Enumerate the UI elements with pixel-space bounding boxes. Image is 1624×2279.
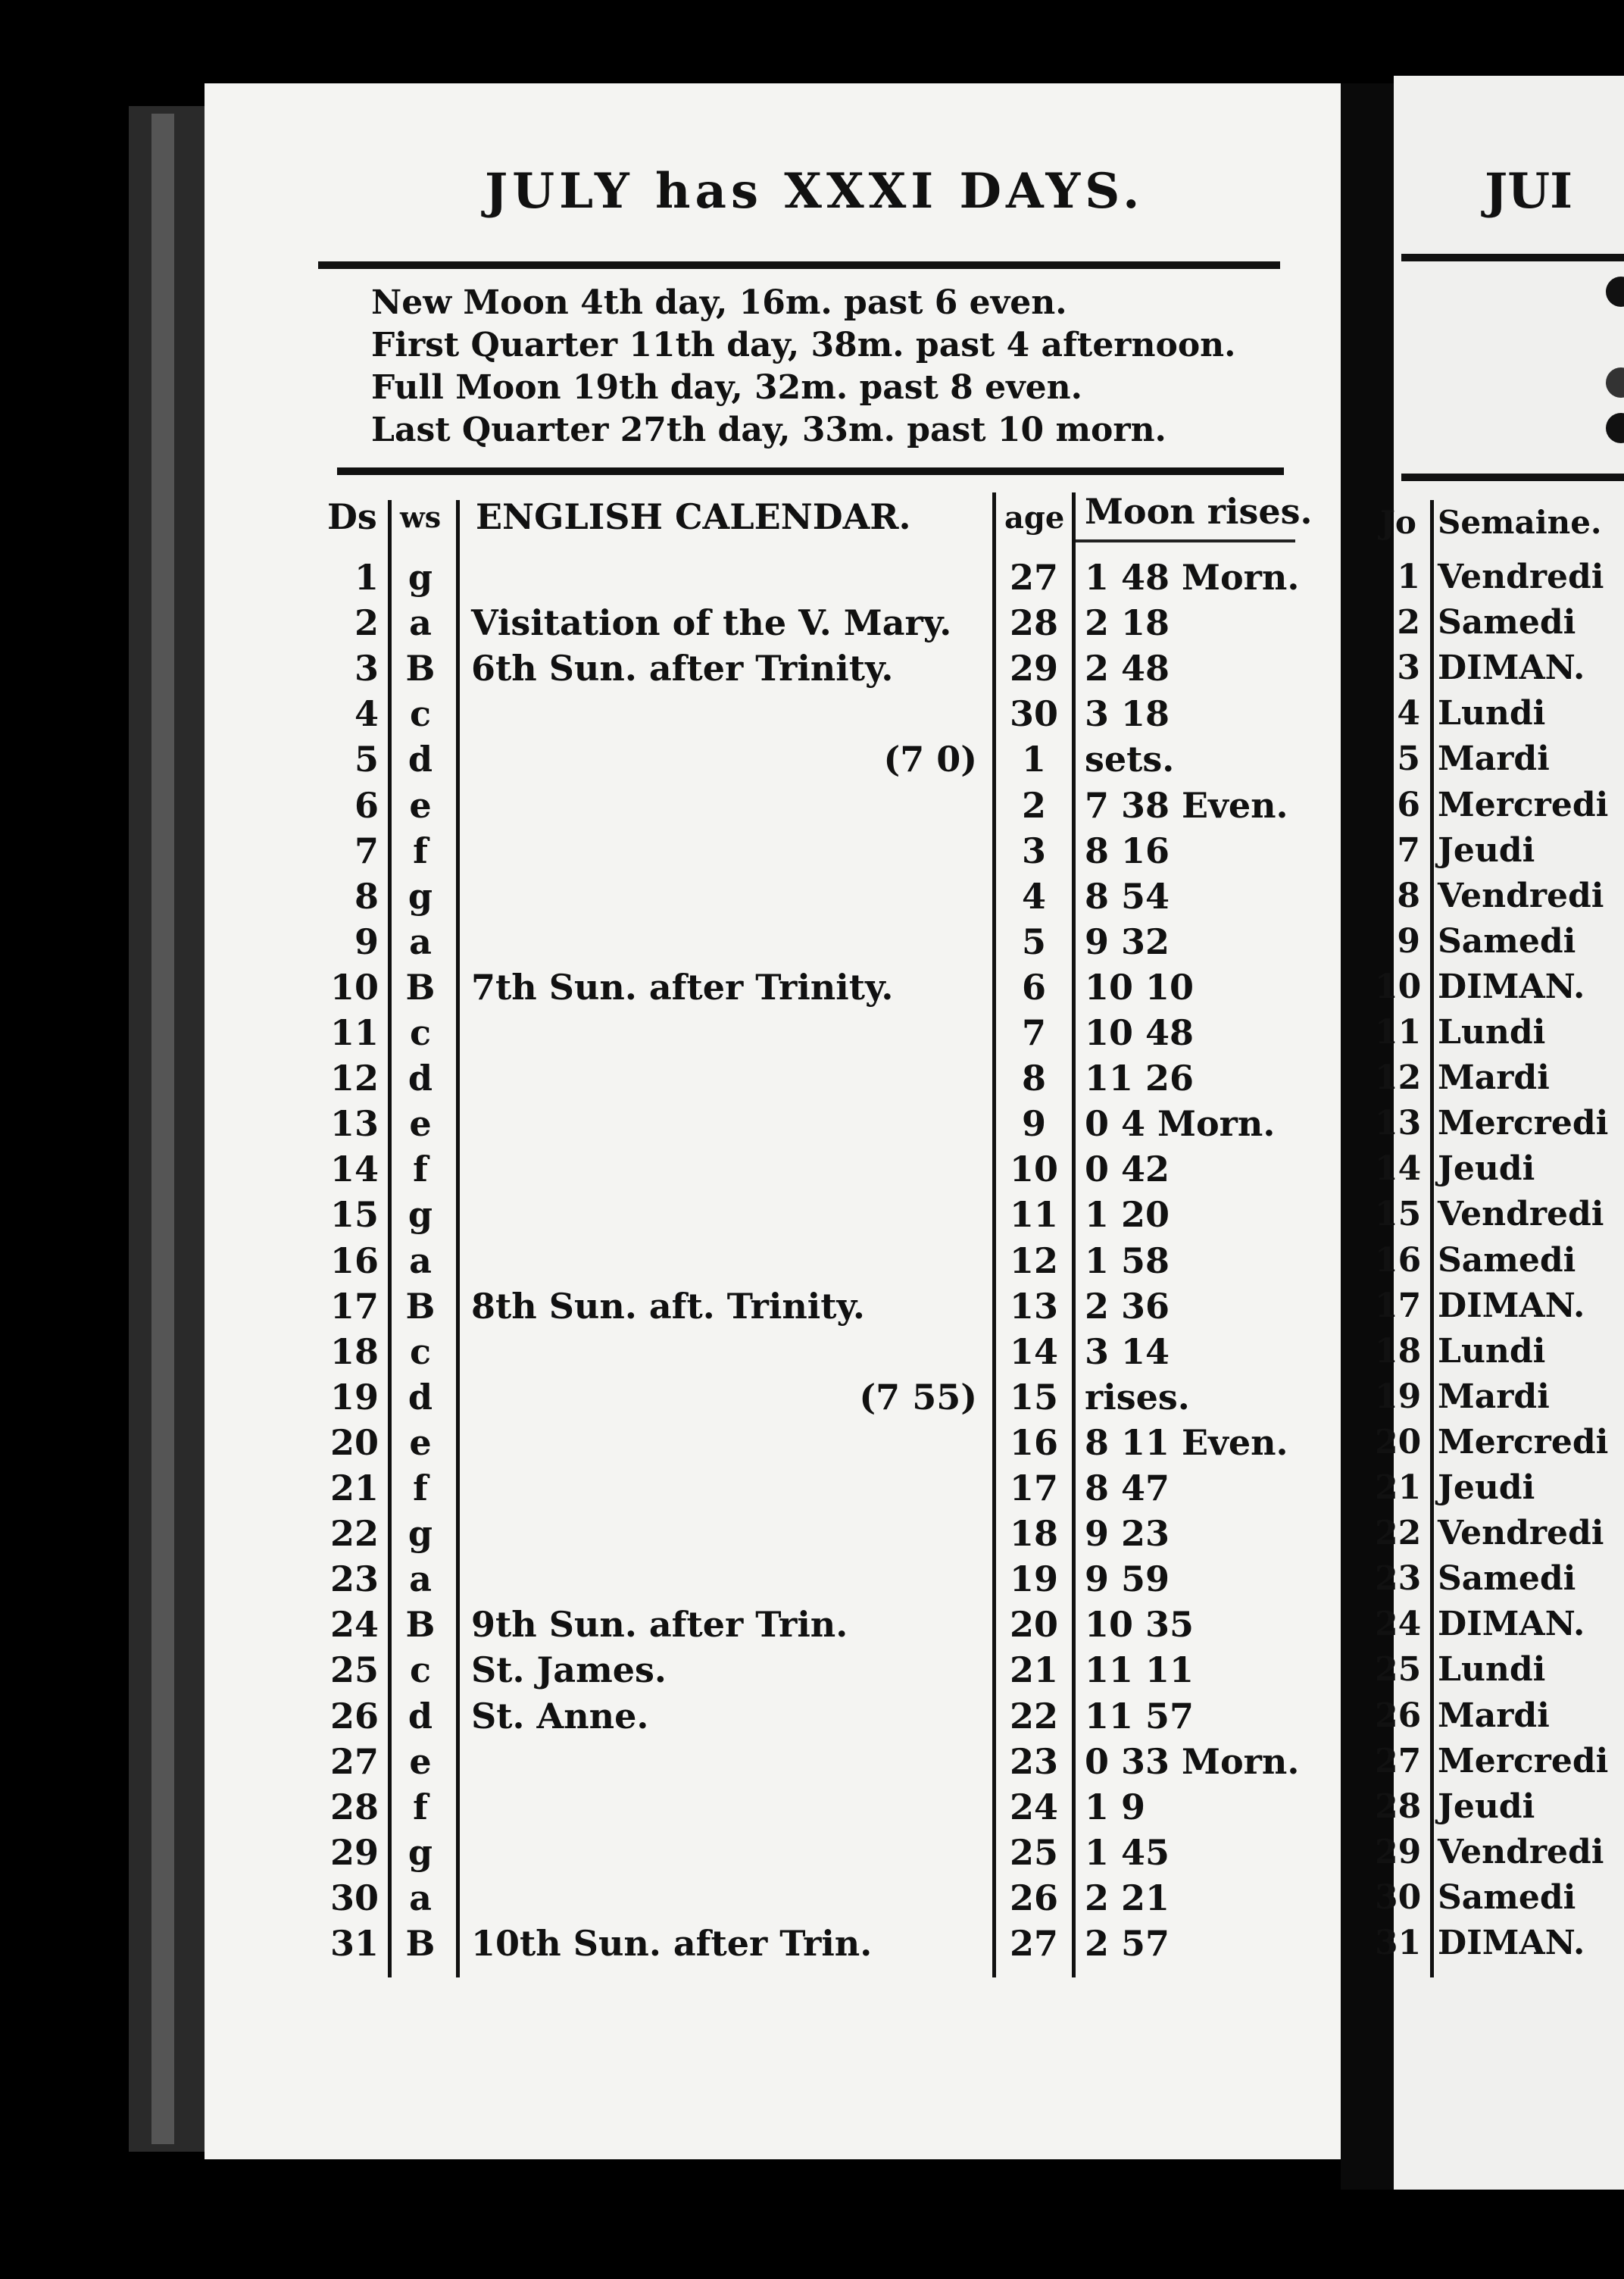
calendar-row <box>0 1101 1624 1146</box>
facing-day-number: 12 <box>1375 1058 1422 1098</box>
facing-day-number: 7 <box>1397 830 1420 870</box>
calendar-row <box>0 1192 1624 1237</box>
facing-weekday: DIMAN. <box>1438 1605 1585 1644</box>
header-calendar: ENGLISH CALENDAR. <box>476 496 911 537</box>
moon-rises: 1 9 <box>1085 1786 1146 1827</box>
moon-rises: 10 10 <box>1085 966 1195 1008</box>
facing-day-number: 28 <box>1375 1787 1422 1826</box>
calendar-row <box>0 1921 1624 1966</box>
day-number: 18 <box>329 1330 379 1372</box>
facing-day-number: 30 <box>1375 1877 1422 1917</box>
facing-weekday: Mercredi <box>1438 1422 1609 1461</box>
moon-age: 19 <box>1009 1558 1058 1600</box>
day-number: 2 <box>354 602 379 644</box>
moon-phase-first-quarter: First Quarter 11th day, 38m. past 4 afternoon. <box>371 326 1236 364</box>
day-number: 4 <box>354 693 379 735</box>
dominical-letter: a <box>409 1877 432 1918</box>
calendar-row <box>0 1556 1624 1602</box>
moon-phases <box>371 282 1236 452</box>
calendar-row <box>0 646 1624 691</box>
facing-weekday: Mercredi <box>1438 1741 1609 1780</box>
moon-rises: 9 32 <box>1085 921 1170 962</box>
moon-rises: 2 48 <box>1085 648 1170 689</box>
calendar-row <box>0 1830 1624 1875</box>
moon-rises: 10 48 <box>1085 1012 1195 1053</box>
sunrise-note: (7 55) <box>859 1376 977 1418</box>
facing-weekday: DIMAN. <box>1438 967 1585 1006</box>
dominical-letter: c <box>409 1330 431 1372</box>
facing-day-number: 13 <box>1375 1104 1422 1143</box>
dominical-letter: a <box>409 1558 432 1600</box>
page-title: JULY has XXXI DAYS. <box>485 163 1145 220</box>
day-number: 20 <box>329 1421 379 1463</box>
facing-weekday: Samedi <box>1438 1559 1576 1599</box>
calendar-row <box>0 1739 1624 1784</box>
facing-day-number: 25 <box>1375 1650 1422 1690</box>
facing-weekday: Vendredi <box>1438 558 1604 596</box>
day-number: 15 <box>329 1194 379 1236</box>
dominical-letter: f <box>413 1786 428 1827</box>
moon-rises: 3 14 <box>1085 1330 1170 1372</box>
facing-day-number: 9 <box>1397 921 1420 961</box>
calendar-row <box>0 1465 1624 1511</box>
facing-day-number: 23 <box>1375 1559 1422 1599</box>
moon-rises: 3 18 <box>1085 693 1170 735</box>
facing-weekday: Vendredi <box>1438 1514 1604 1553</box>
title-rule <box>318 261 1280 269</box>
dominical-letter: B <box>405 1923 436 1964</box>
calendar-row <box>0 1329 1624 1374</box>
dominical-letter: g <box>408 1194 433 1236</box>
moon-age: 2 <box>1021 784 1046 826</box>
facing-header-week: Semaine. <box>1438 504 1602 541</box>
facing-title-rule <box>1401 254 1624 261</box>
facing-weekday: DIMAN. <box>1438 649 1585 688</box>
dominical-letter: g <box>408 875 433 917</box>
dominical-letter: f <box>413 830 428 871</box>
day-number: 30 <box>329 1877 379 1918</box>
facing-weekday: Vendredi <box>1438 876 1604 915</box>
day-number: 28 <box>329 1786 379 1827</box>
moon-age: 6 <box>1021 966 1046 1008</box>
moon-age: 21 <box>1009 1649 1058 1691</box>
calendar-row <box>0 555 1624 600</box>
calendar-row <box>0 1511 1624 1556</box>
facing-day-number: 8 <box>1397 876 1420 915</box>
dominical-letter: d <box>408 1058 433 1099</box>
header-day: Ds <box>327 496 377 537</box>
dominical-letter: a <box>409 602 432 644</box>
facing-weekday: Jeudi <box>1438 1787 1535 1826</box>
moon-rises: 2 18 <box>1085 602 1170 644</box>
moon-age: 27 <box>1009 1923 1058 1964</box>
moon-age: 7 <box>1021 1012 1046 1053</box>
moon-rises: 0 42 <box>1085 1149 1170 1190</box>
day-number: 8 <box>354 875 379 917</box>
facing-weekday: Mardi <box>1438 1058 1550 1098</box>
dominical-letter: e <box>409 1103 432 1145</box>
moon-age: 15 <box>1009 1376 1058 1418</box>
facing-weekday: Mardi <box>1438 1377 1550 1416</box>
facing-day-number: 2 <box>1397 603 1420 642</box>
calendar-row <box>0 828 1624 874</box>
dominical-letter: d <box>408 1695 433 1737</box>
moon-age: 14 <box>1009 1330 1058 1372</box>
header-moon: Moon rises. <box>1085 491 1313 532</box>
calendar-row <box>0 1283 1624 1329</box>
calendar-row <box>0 1055 1624 1101</box>
dominical-letter: f <box>413 1149 428 1190</box>
moon-rises: rises. <box>1085 1376 1190 1418</box>
dominical-letter: g <box>408 1831 433 1873</box>
calendar-row <box>0 783 1624 828</box>
calendar-row <box>0 919 1624 964</box>
day-number: 14 <box>329 1149 379 1190</box>
calendar-row <box>0 736 1624 782</box>
moon-rises: 1 48 Morn. <box>1085 557 1300 598</box>
calendar-row <box>0 1647 1624 1693</box>
moon-rises: 8 54 <box>1085 875 1170 917</box>
dominical-letter: a <box>409 921 432 962</box>
day-number: 3 <box>354 648 379 689</box>
facing-weekday: Lundi <box>1438 694 1546 733</box>
facing-day-number: 15 <box>1375 1195 1422 1234</box>
moon-rises: 1 58 <box>1085 1240 1170 1281</box>
phases-rule <box>337 467 1284 475</box>
moon-age: 16 <box>1009 1421 1058 1463</box>
dominical-letter: f <box>413 1468 428 1508</box>
day-number: 31 <box>329 1923 379 1964</box>
facing-weekday: Samedi <box>1438 1877 1576 1917</box>
facing-day-number: 17 <box>1375 1286 1422 1325</box>
day-number: 7 <box>354 830 379 871</box>
day-number: 16 <box>329 1240 379 1281</box>
facing-weekday: Mardi <box>1438 1696 1550 1735</box>
facing-day-number: 10 <box>1375 967 1422 1006</box>
moon-age: 12 <box>1009 1240 1058 1281</box>
facing-day-number: 24 <box>1375 1605 1422 1644</box>
dominical-letter: B <box>405 966 436 1008</box>
feast-day: 10th Sun. after Trin. <box>471 1923 873 1964</box>
moon-age: 25 <box>1009 1831 1058 1873</box>
facing-weekday: Mardi <box>1438 739 1550 779</box>
moon-age: 8 <box>1021 1058 1046 1099</box>
day-number: 21 <box>329 1468 379 1508</box>
dominical-letter: d <box>408 739 433 780</box>
facing-weekday: Vendredi <box>1438 1832 1604 1871</box>
moon-age: 24 <box>1009 1786 1058 1827</box>
facing-weekday: Vendredi <box>1438 1195 1604 1234</box>
day-number: 26 <box>329 1695 379 1737</box>
moon-phase-last-quarter: Last Quarter 27th day, 33m. past 10 morn. <box>371 411 1166 449</box>
moon-phase-full: Full Moon 19th day, 32m. past 8 even. <box>371 368 1082 407</box>
calendar-row <box>0 1238 1624 1283</box>
moon-rises: 1 45 <box>1085 1831 1170 1873</box>
calendar-row <box>0 964 1624 1010</box>
dominical-letter: e <box>409 1421 432 1463</box>
day-number: 5 <box>354 739 379 780</box>
moon-age: 18 <box>1009 1513 1058 1555</box>
moon-age: 1 <box>1021 739 1046 780</box>
moon-age: 5 <box>1021 921 1046 962</box>
facing-day-number: 16 <box>1375 1240 1422 1280</box>
moon-rises: 9 23 <box>1085 1513 1170 1555</box>
header-age: age <box>1004 500 1065 536</box>
moon-rises: 10 35 <box>1085 1604 1195 1646</box>
moon-age: 20 <box>1009 1604 1058 1646</box>
facing-day-number: 31 <box>1375 1924 1422 1962</box>
feast-day: St. Anne. <box>471 1695 649 1737</box>
day-number: 22 <box>329 1513 379 1555</box>
header-underline <box>1076 539 1295 542</box>
feast-day: 8th Sun. aft. Trinity. <box>471 1285 865 1327</box>
moon-rises: 7 38 Even. <box>1085 784 1288 826</box>
facing-weekday: DIMAN. <box>1438 1286 1585 1325</box>
facing-phases-rule <box>1401 474 1624 481</box>
moon-age: 29 <box>1009 648 1058 689</box>
calendar-row <box>0 691 1624 736</box>
facing-day-number: 11 <box>1375 1013 1422 1052</box>
day-number: 25 <box>329 1649 379 1691</box>
moon-rises: 2 36 <box>1085 1285 1170 1327</box>
moon-phase-new: New Moon 4th day, 16m. past 6 even. <box>371 283 1067 322</box>
moon-age: 22 <box>1009 1695 1058 1737</box>
moon-rises: 9 59 <box>1085 1558 1170 1600</box>
moon-age: 17 <box>1009 1468 1058 1508</box>
moon-rises: 1 20 <box>1085 1194 1170 1236</box>
dominical-letter: e <box>409 1740 432 1782</box>
calendar-row <box>0 1693 1624 1739</box>
facing-day-number: 4 <box>1397 694 1420 733</box>
moon-rises: 0 33 Morn. <box>1085 1740 1300 1782</box>
facing-day-number: 18 <box>1375 1331 1422 1371</box>
dominical-letter: c <box>409 1649 431 1691</box>
dominical-letter: B <box>405 1285 436 1327</box>
moon-age: 23 <box>1009 1740 1058 1782</box>
facing-weekday: Lundi <box>1438 1331 1546 1371</box>
moon-rises: 8 47 <box>1085 1468 1170 1508</box>
moon-rises: 8 16 <box>1085 830 1170 871</box>
calendar-row <box>0 1374 1624 1420</box>
moon-age: 28 <box>1009 602 1058 644</box>
dominical-letter: g <box>408 1513 433 1555</box>
calendar-row <box>0 600 1624 646</box>
dominical-letter: e <box>409 784 432 826</box>
moon-age: 9 <box>1021 1103 1046 1145</box>
facing-day-number: 3 <box>1397 649 1420 688</box>
facing-weekday: Lundi <box>1438 1013 1546 1052</box>
day-number: 10 <box>329 966 379 1008</box>
dominical-letter: a <box>409 1240 432 1281</box>
feast-day: 6th Sun. after Trinity. <box>471 648 894 689</box>
moon-rises: 2 21 <box>1085 1877 1170 1918</box>
moon-rises: 8 11 Even. <box>1085 1421 1288 1463</box>
moon-age: 11 <box>1009 1194 1058 1236</box>
dominical-letter: c <box>409 693 431 735</box>
dominical-letter: B <box>405 648 436 689</box>
moon-age: 4 <box>1021 875 1046 917</box>
feast-day: Visitation of the V. Mary. <box>471 602 952 644</box>
day-number: 13 <box>329 1103 379 1145</box>
day-number: 29 <box>329 1831 379 1873</box>
moon-age: 10 <box>1009 1149 1058 1190</box>
feast-day: 7th Sun. after Trinity. <box>471 966 894 1008</box>
facing-weekday: Samedi <box>1438 1240 1576 1280</box>
facing-weekday: Samedi <box>1438 921 1576 961</box>
day-number: 6 <box>354 784 379 826</box>
moon-age: 30 <box>1009 693 1058 735</box>
moon-age: 13 <box>1009 1285 1058 1327</box>
facing-weekday: Samedi <box>1438 603 1576 642</box>
moon-age: 26 <box>1009 1877 1058 1918</box>
dominical-letter: c <box>409 1012 431 1053</box>
day-number: 9 <box>354 921 379 962</box>
calendar-row <box>0 1420 1624 1465</box>
calendar-row <box>0 1875 1624 1921</box>
feast-day: 9th Sun. after Trin. <box>471 1604 848 1646</box>
moon-rises: 11 57 <box>1085 1695 1195 1737</box>
feast-day: St. James. <box>471 1649 667 1691</box>
day-number: 17 <box>329 1285 379 1327</box>
facing-day-number: 22 <box>1375 1514 1422 1553</box>
moon-rises: 11 11 <box>1085 1649 1195 1691</box>
facing-day-number: 27 <box>1375 1741 1422 1780</box>
dominical-letter: d <box>408 1376 433 1418</box>
facing-weekday: Mercredi <box>1438 1104 1609 1143</box>
facing-day-number: 1 <box>1397 558 1420 596</box>
dominical-letter: g <box>408 557 433 598</box>
facing-weekday: DIMAN. <box>1438 1924 1585 1962</box>
day-number: 27 <box>329 1740 379 1782</box>
day-number: 19 <box>329 1376 379 1418</box>
facing-day-number: 14 <box>1375 1149 1422 1189</box>
moon-age: 3 <box>1021 830 1046 871</box>
day-number: 23 <box>329 1558 379 1600</box>
facing-day-number: 26 <box>1375 1696 1422 1735</box>
calendar-row <box>0 1602 1624 1647</box>
facing-header-day: Jo <box>1380 504 1416 541</box>
calendar-row <box>0 874 1624 919</box>
day-number: 1 <box>354 557 379 598</box>
facing-weekday: Mercredi <box>1438 785 1609 824</box>
facing-day-number: 20 <box>1375 1422 1422 1461</box>
calendar-row <box>0 1146 1624 1192</box>
moon-rises: 0 4 Morn. <box>1085 1103 1276 1145</box>
facing-page-title: JUI <box>1485 163 1573 220</box>
day-number: 24 <box>329 1604 379 1646</box>
moon-age: 27 <box>1009 557 1058 598</box>
facing-weekday: Lundi <box>1438 1650 1546 1690</box>
facing-day-number: 6 <box>1397 785 1420 824</box>
calendar-row <box>0 1010 1624 1055</box>
sunrise-note: (7 0) <box>883 739 977 780</box>
facing-day-number: 5 <box>1397 739 1420 779</box>
calendar-row <box>0 1784 1624 1830</box>
header-week: ws <box>400 500 442 534</box>
facing-day-number: 29 <box>1375 1832 1422 1871</box>
day-number: 11 <box>329 1012 379 1053</box>
facing-day-number: 19 <box>1375 1377 1422 1416</box>
facing-weekday: Jeudi <box>1438 830 1535 870</box>
facing-day-number: 21 <box>1375 1468 1422 1507</box>
dominical-letter: B <box>405 1604 436 1646</box>
facing-weekday: Jeudi <box>1438 1149 1535 1189</box>
moon-rises: sets. <box>1085 739 1175 780</box>
facing-weekday: Jeudi <box>1438 1468 1535 1507</box>
moon-rises: 2 57 <box>1085 1923 1170 1964</box>
moon-rises: 11 26 <box>1085 1058 1195 1099</box>
day-number: 12 <box>329 1058 379 1099</box>
